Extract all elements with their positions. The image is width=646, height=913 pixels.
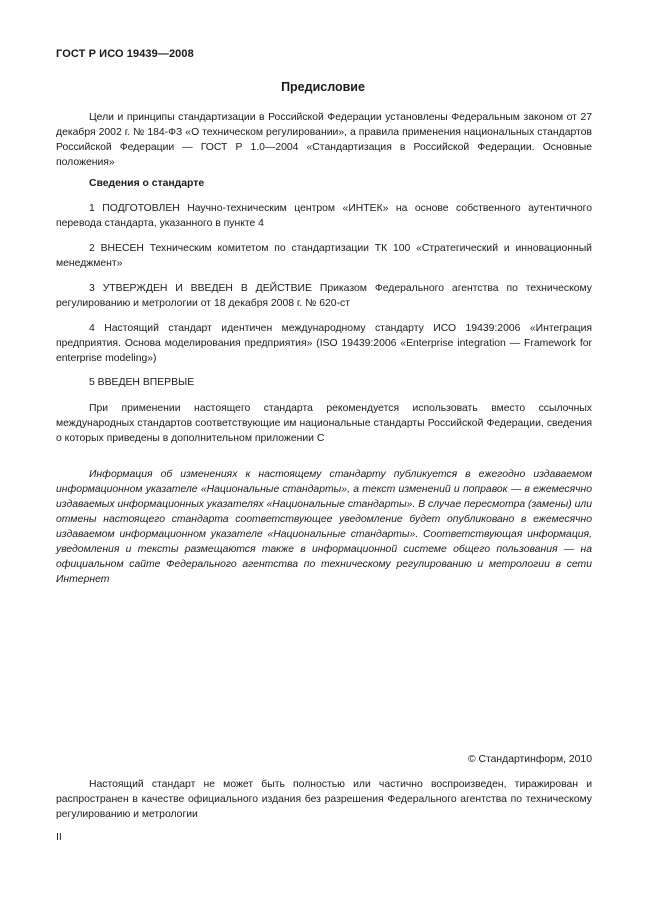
info-item-1: 1 ПОДГОТОВЛЕН Научно-техническим центром «ИНТЕК» на основе собственного аутентичного перевода стандарта, указанного в пункте 4	[56, 203, 592, 229]
intro-paragraph: Цели и принципы стандартизации в Российской Федерации установлены Федеральным законом от 27 декабря 2002 г. № 184-ФЗ «О техническом регулировании», а правила применения национальных стандартов Российской Федерации — ГОСТ Р 1.0—2004 «Стандартизация в Российской Федерации. Основные положения»	[56, 112, 592, 168]
info-item-3: 3 УТВЕРЖДЕН И ВВЕДЕН В ДЕЙСТВИЕ Приказом Федерального агентства по техническому регулированию и метрологии от 18 декабря 2008 г. № 620-ст	[56, 283, 592, 309]
info-notice: Информация об изменениях к настоящему стандарту публикуется в ежегодно издаваемом информационном указателе «Национальные стандарты», а текст изменений и поправок — в ежемесячно издаваемых информационных указателях «Национальные стандарты». В случае пересмотра (замены) или отмены настоящего стандарта соответствующее уведомление будет опубликовано в ежемесячно издаваемом информационном указателе «Национальные стандарты». Соответствующая информация, уведомления и тексты размещаются также в информационной системе общего пользования — на официальном сайте Федерального агентства по техническому регулированию и метрологии в сети Интернет	[56, 469, 592, 585]
copyright: © Стандартинформ, 2010	[467, 754, 592, 765]
application-note: При применении настоящего стандарта рекомендуется использовать вместо ссылочных международных стандартов соответствующие им национальные стандарты Российской Федерации, сведения о которых приведены в дополнительном приложении С	[56, 403, 592, 444]
info-item-2: 2 ВНЕСЕН Техническим комитетом по стандартизации ТК 100 «Стратегический и инновационный менеджмент»	[56, 243, 592, 269]
standard-code-header: ГОСТ Р ИСО 19439—2008	[56, 48, 194, 60]
info-item-5: 5 ВВЕДЕН ВПЕРВЫЕ	[89, 377, 195, 388]
info-item-4: 4 Настоящий стандарт идентичен международному стандарту ИСО 19439:2006 «Интеграция предприятия. Основа моделирования предприятия» (ISO 19439:2006 «Enterprise integration — Framework for enterprise modeling»)	[56, 323, 592, 364]
info-heading: Сведения о стандарте	[89, 178, 205, 189]
reproduction-note: Настоящий стандарт не может быть полностью или частично воспроизведен, тиражирован и распространен в качестве официального издания без разрешения Федерального агентства по техническому регулированию и метрологии	[56, 779, 592, 820]
page-title: Предисловие	[281, 80, 365, 94]
page-number: II	[56, 832, 62, 843]
